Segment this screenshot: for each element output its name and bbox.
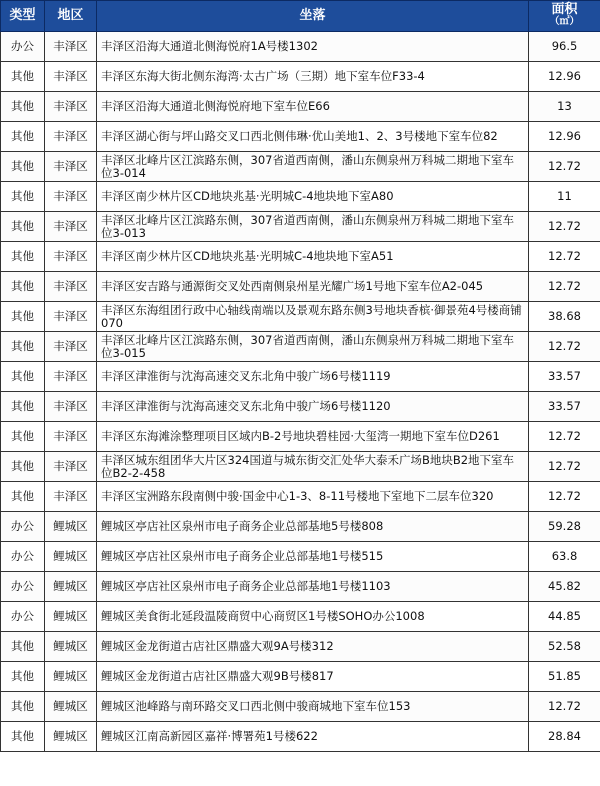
cell-area: 12.96 <box>529 62 600 92</box>
cell-district: 鲤城区 <box>45 632 97 662</box>
cell-district: 丰泽区 <box>45 182 97 212</box>
table-row <box>1 392 600 422</box>
cell-type: 办公 <box>1 572 45 602</box>
cell-type: 办公 <box>1 542 45 572</box>
cell-district: 鲤城区 <box>45 572 97 602</box>
cell-area: 45.82 <box>529 572 600 602</box>
cell-district: 丰泽区 <box>45 152 97 182</box>
cell-district: 丰泽区 <box>45 392 97 422</box>
cell-area: 12.72 <box>529 452 600 482</box>
cell-type: 其他 <box>1 212 45 242</box>
cell-type: 其他 <box>1 392 45 422</box>
cell-district: 鲤城区 <box>45 512 97 542</box>
cell-district: 丰泽区 <box>45 482 97 512</box>
table-row <box>1 662 600 692</box>
header-row <box>1 1 600 32</box>
cell-type: 其他 <box>1 122 45 152</box>
cell-address: 丰泽区东海大街北侧东海湾·太古广场（三期）地下室车位F33-4 <box>97 62 529 92</box>
cell-type: 其他 <box>1 452 45 482</box>
table-row <box>1 302 600 332</box>
cell-district: 丰泽区 <box>45 32 97 62</box>
cell-area: 59.28 <box>529 512 600 542</box>
cell-address: 丰泽区东海滩涂整理项目区域内B-2号地块碧桂园·大玺湾一期地下室车位D261 <box>97 422 529 452</box>
cell-district: 鲤城区 <box>45 662 97 692</box>
cell-address: 丰泽区宝洲路东段南侧中骏·国金中心1-3、8-11号楼地下室地下二层车位320 <box>97 482 529 512</box>
table-row <box>1 602 600 632</box>
table-row <box>1 152 600 182</box>
table-row <box>1 62 600 92</box>
cell-area: 96.5 <box>529 32 600 62</box>
cell-area: 33.57 <box>529 362 600 392</box>
cell-address: 丰泽区津淮街与沈海高速交叉东北角中骏广场6号楼1119 <box>97 362 529 392</box>
cell-type: 其他 <box>1 302 45 332</box>
table-row <box>1 452 600 482</box>
cell-district: 鲤城区 <box>45 542 97 572</box>
table-row <box>1 362 600 392</box>
cell-type: 办公 <box>1 512 45 542</box>
table-row <box>1 92 600 122</box>
cell-area: 12.96 <box>529 122 600 152</box>
cell-type: 其他 <box>1 332 45 362</box>
cell-address: 丰泽区沿海大通道北侧海悦府1A号楼1302 <box>97 32 529 62</box>
cell-type: 其他 <box>1 692 45 722</box>
table-body <box>1 32 600 752</box>
cell-area: 44.85 <box>529 602 600 632</box>
cell-type: 其他 <box>1 242 45 272</box>
table-row <box>1 722 600 752</box>
cell-district: 丰泽区 <box>45 212 97 242</box>
header-area-label: 面积 <box>551 2 578 17</box>
table-row <box>1 422 600 452</box>
cell-district: 丰泽区 <box>45 332 97 362</box>
table-row <box>1 122 600 152</box>
cell-district: 丰泽区 <box>45 362 97 392</box>
cell-area: 12.72 <box>529 422 600 452</box>
cell-type: 其他 <box>1 632 45 662</box>
cell-address: 鲤城区金龙街道古店社区鼎盛大观9B号楼817 <box>97 662 529 692</box>
cell-type: 其他 <box>1 272 45 302</box>
cell-address: 丰泽区北峰片区江滨路东侧，307省道西南侧，潘山东侧泉州万科城二期地下室车位3-013 <box>97 212 529 242</box>
cell-address: 鲤城区池峰路与南环路交叉口西北侧中骏商城地下室车位153 <box>97 692 529 722</box>
cell-district: 鲤城区 <box>45 722 97 752</box>
table-row <box>1 572 600 602</box>
cell-district: 丰泽区 <box>45 302 97 332</box>
header-area-unit: （㎡） <box>549 16 580 27</box>
cell-address: 丰泽区沿海大通道北侧海悦府地下室车位E66 <box>97 92 529 122</box>
cell-type: 其他 <box>1 182 45 212</box>
cell-area: 12.72 <box>529 482 600 512</box>
cell-address: 鲤城区亭店社区泉州市电子商务企业总部基地5号楼808 <box>97 512 529 542</box>
cell-address: 丰泽区南少林片区CD地块兆基·光明城C-4地块地下室A80 <box>97 182 529 212</box>
cell-address: 鲤城区江南高新园区嘉祥·博署苑1号楼622 <box>97 722 529 752</box>
cell-type: 其他 <box>1 662 45 692</box>
cell-type: 办公 <box>1 602 45 632</box>
cell-address: 丰泽区北峰片区江滨路东侧，307省道西南侧，潘山东侧泉州万科城二期地下室车位3-015 <box>97 332 529 362</box>
cell-district: 丰泽区 <box>45 62 97 92</box>
header-address: 坐落 <box>97 1 529 32</box>
cell-address: 丰泽区城东组团华大片区324国道与城东街交汇处华大泰禾广场B地块B2地下室车位B2-2-458 <box>97 452 529 482</box>
cell-area: 12.72 <box>529 242 600 272</box>
cell-address: 丰泽区南少林片区CD地块兆基·光明城C-4地块地下室A51 <box>97 242 529 272</box>
cell-district: 鲤城区 <box>45 602 97 632</box>
cell-area: 28.84 <box>529 722 600 752</box>
cell-district: 鲤城区 <box>45 692 97 722</box>
cell-district: 丰泽区 <box>45 242 97 272</box>
table-row <box>1 272 600 302</box>
cell-district: 丰泽区 <box>45 122 97 152</box>
cell-address: 丰泽区湖心街与坪山路交叉口西北侧伟琳·优山美地1、2、3号楼地下室车位82 <box>97 122 529 152</box>
cell-type: 其他 <box>1 92 45 122</box>
cell-area: 38.68 <box>529 302 600 332</box>
table-row <box>1 242 600 272</box>
cell-address: 丰泽区东海组团行政中心轴线南端以及景观东路东侧3号地块香槟·御景苑4号楼商铺070 <box>97 302 529 332</box>
table-row <box>1 632 600 662</box>
table-row <box>1 182 600 212</box>
cell-area: 12.72 <box>529 152 600 182</box>
cell-address: 丰泽区安吉路与通源街交叉处西南侧泉州星光耀广场1号地下室车位A2-045 <box>97 272 529 302</box>
cell-type: 其他 <box>1 362 45 392</box>
cell-area: 51.85 <box>529 662 600 692</box>
table-row <box>1 542 600 572</box>
cell-district: 丰泽区 <box>45 272 97 302</box>
header-type: 类型 <box>1 1 45 32</box>
cell-district: 丰泽区 <box>45 452 97 482</box>
cell-area: 12.72 <box>529 332 600 362</box>
cell-address: 鲤城区美食街北延段温陵商贸中心商贸区1号楼SOHO办公1008 <box>97 602 529 632</box>
cell-type: 其他 <box>1 152 45 182</box>
cell-address: 丰泽区津淮街与沈海高速交叉东北角中骏广场6号楼1120 <box>97 392 529 422</box>
cell-area: 63.8 <box>529 542 600 572</box>
table-row <box>1 212 600 242</box>
cell-type: 其他 <box>1 722 45 752</box>
cell-district: 丰泽区 <box>45 422 97 452</box>
cell-area: 52.58 <box>529 632 600 662</box>
table-row <box>1 512 600 542</box>
cell-district: 丰泽区 <box>45 92 97 122</box>
cell-type: 办公 <box>1 32 45 62</box>
cell-type: 其他 <box>1 62 45 92</box>
table-row <box>1 32 600 62</box>
table-row <box>1 332 600 362</box>
cell-address: 鲤城区亭店社区泉州市电子商务企业总部基地1号楼1103 <box>97 572 529 602</box>
header-area <box>529 1 600 32</box>
cell-type: 其他 <box>1 482 45 512</box>
cell-area: 12.72 <box>529 212 600 242</box>
cell-area: 13 <box>529 92 600 122</box>
cell-area: 11 <box>529 182 600 212</box>
cell-area: 12.72 <box>529 272 600 302</box>
cell-address: 鲤城区亭店社区泉州市电子商务企业总部基地1号楼515 <box>97 542 529 572</box>
cell-address: 鲤城区金龙街道古店社区鼎盛大观9A号楼312 <box>97 632 529 662</box>
header-district: 地区 <box>45 1 97 32</box>
cell-area: 12.72 <box>529 692 600 722</box>
table-row <box>1 482 600 512</box>
cell-address: 丰泽区北峰片区江滨路东侧，307省道西南侧，潘山东侧泉州万科城二期地下室车位3-014 <box>97 152 529 182</box>
cell-type: 其他 <box>1 422 45 452</box>
table-row <box>1 692 600 722</box>
cell-area: 33.57 <box>529 392 600 422</box>
